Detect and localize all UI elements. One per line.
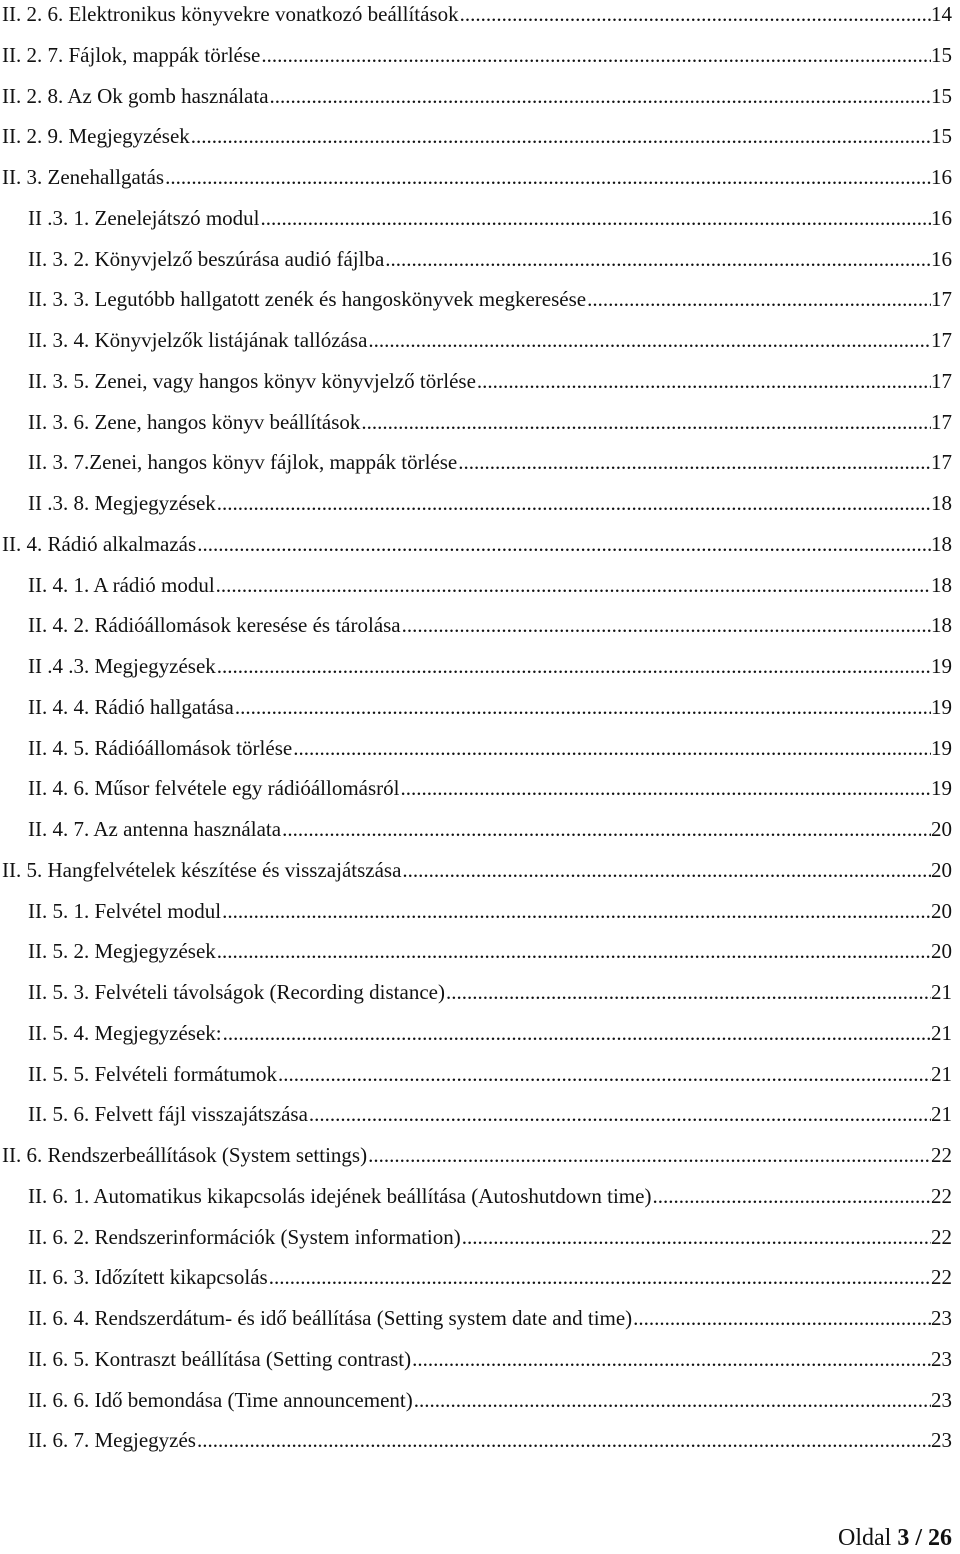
toc-entry-title: II .3. 1. Zenelejátszó modul	[28, 205, 260, 230]
toc-entry[interactable]	[2, 122, 952, 163]
toc-dot-leader	[217, 489, 931, 517]
toc-entry[interactable]	[28, 652, 952, 693]
toc-entry-title: II. 6. 6. Idő bemondása (Time announcement)	[28, 1387, 413, 1412]
toc-entry-page: 19	[931, 654, 952, 678]
toc-entry[interactable]	[28, 245, 952, 286]
toc-dot-leader	[197, 530, 931, 558]
toc-entry-title: II .3. 8. Megjegyzések	[28, 491, 216, 515]
toc-entry[interactable]	[28, 815, 952, 856]
toc-entry-title: II. 3. 3. Legutóbb hallgatott zenék és hangoskönyvek megkeresése	[28, 287, 587, 312]
toc-entry-title: II. 6. 2. Rendszerinformációk (System information)	[28, 1224, 461, 1249]
toc-dot-leader	[402, 611, 931, 639]
toc-entry-title: II. 4. 5. Rádióállomások törlése	[28, 735, 293, 760]
toc-entry-title: II. 3. 5. Zenei, vagy hangos könyv könyvjelző törlése	[28, 368, 476, 393]
toc-dot-leader	[462, 1223, 931, 1251]
toc-entry-title: II. 6. 7. Megjegyzés	[28, 1428, 196, 1453]
toc-entry[interactable]	[2, 41, 952, 82]
toc-dot-leader	[460, 0, 931, 28]
toc-entry[interactable]	[28, 1304, 952, 1345]
toc-entry-title: II. 3. 6. Zene, hangos könyv beállítások	[28, 409, 361, 434]
toc-entry-page: 19	[931, 776, 952, 801]
toc-entry-title: II. 3. Zenehallgatás	[2, 165, 165, 189]
toc-entry-page: 22	[931, 1143, 952, 1167]
toc-entry[interactable]	[2, 856, 952, 897]
toc-entry-page: 17	[931, 368, 952, 393]
toc-entry-title: II. 5. 3. Felvételi távolságok (Recording distance)	[28, 980, 445, 1004]
toc-dot-leader	[368, 326, 931, 354]
toc-entry-title: II. 3. 7.Zenei, hangos könyv fájlok, mappák törlése	[28, 450, 458, 475]
toc-dot-leader	[385, 245, 931, 273]
toc-entry-title: II. 4. 4. Rádió hallgatása	[28, 694, 234, 719]
toc-entry[interactable]	[28, 1223, 952, 1264]
toc-dot-leader	[309, 1100, 931, 1128]
toc-dot-leader	[261, 204, 931, 232]
toc-dot-leader	[197, 1426, 931, 1454]
toc-entry[interactable]	[2, 0, 952, 41]
toc-dot-leader	[402, 856, 931, 884]
toc-entry-title: II .4 .3. Megjegyzések	[28, 654, 216, 678]
toc-entry[interactable]	[28, 1263, 952, 1304]
footer-total-pages: 26	[928, 1525, 952, 1551]
toc-entry[interactable]	[28, 978, 952, 1019]
toc-dot-leader	[587, 285, 931, 313]
toc-entry[interactable]	[28, 1019, 952, 1060]
toc-entry-title: II. 4. Rádió alkalmazás	[2, 531, 197, 556]
toc-entry[interactable]	[28, 489, 952, 530]
toc-dot-leader	[652, 1182, 931, 1210]
toc-entry[interactable]	[28, 204, 952, 245]
toc-entry-page: 17	[931, 328, 952, 352]
toc-entry[interactable]	[28, 1386, 952, 1427]
footer-label: Oldal	[838, 1525, 892, 1551]
toc-entry[interactable]	[28, 571, 952, 612]
toc-dot-leader	[282, 815, 931, 843]
toc-entry[interactable]	[28, 448, 952, 489]
toc-entry[interactable]	[2, 1141, 952, 1182]
toc-entry-page: 18	[931, 572, 952, 597]
toc-entry-page: 14	[931, 2, 952, 26]
toc-entry-title: II. 6. Rendszerbeállítások (System settings)	[2, 1143, 368, 1167]
toc-dot-leader	[222, 897, 931, 925]
toc-entry[interactable]	[28, 1426, 952, 1467]
toc-dot-leader	[412, 1345, 931, 1373]
toc-dot-leader	[223, 1019, 931, 1047]
toc-dot-leader	[293, 734, 931, 762]
toc-entry-title: II. 4. 7. Az antenna használata	[28, 817, 282, 841]
toc-entry-page: 21	[931, 1061, 952, 1086]
toc-entry-title: II. 5. 2. Megjegyzések	[28, 939, 216, 964]
toc-entry[interactable]	[28, 774, 952, 815]
toc-entry-page: 16	[931, 205, 952, 230]
toc-entry-page: 20	[931, 857, 952, 882]
toc-entry[interactable]	[28, 1345, 952, 1386]
toc-entry-page: 18	[931, 531, 952, 556]
toc-entry-title: II. 2. 9. Megjegyzések	[2, 124, 190, 149]
toc-entry-page: 23	[931, 1428, 952, 1453]
toc-dot-leader	[633, 1304, 931, 1332]
toc-entry-title: II. 2. 6. Elektronikus könyvekre vonatkozó beállítások	[2, 2, 459, 26]
toc-entry[interactable]	[28, 937, 952, 978]
toc-entry-title: II. 6. 1. Automatikus kikapcsolás idejének beállítása (Autoshutdown time)	[28, 1183, 652, 1208]
toc-dot-leader	[217, 652, 931, 680]
toc-entry-page: 19	[931, 694, 952, 719]
toc-entry-page: 21	[931, 1102, 952, 1127]
toc-dot-leader	[261, 41, 931, 69]
footer-separator: /	[915, 1525, 922, 1551]
toc-entry-title: II. 6. 4. Rendszerdátum- és idő beállítása (Setting system date and time)	[28, 1306, 633, 1330]
toc-entry-page: 23	[931, 1387, 952, 1412]
toc-entry-page: 16	[931, 246, 952, 271]
toc-entry-page: 21	[931, 1020, 952, 1045]
toc-entry-title: II. 4. 1. A rádió modul	[28, 572, 215, 597]
toc-dot-leader	[477, 367, 931, 395]
toc-entry[interactable]	[2, 82, 952, 123]
toc-entry-page: 20	[931, 898, 952, 923]
toc-entry-page: 17	[931, 450, 952, 475]
toc-entry-page: 15	[931, 124, 952, 149]
toc-dot-leader	[368, 1141, 931, 1169]
toc-entry[interactable]	[28, 693, 952, 734]
toc-dot-leader	[217, 937, 931, 965]
toc-entry-page: 21	[931, 980, 952, 1004]
toc-entry-title: II. 2. 7. Fájlok, mappák törlése	[2, 42, 261, 67]
toc-entry[interactable]	[28, 611, 952, 652]
toc-dot-leader	[216, 571, 931, 599]
toc-entry[interactable]	[28, 367, 952, 408]
toc-entry-title: II. 3. 2. Könyvjelző beszúrása audió fájlba	[28, 246, 385, 271]
toc-entry-page: 23	[931, 1346, 952, 1371]
toc-entry-page: 20	[931, 817, 952, 841]
toc-entry-page: 22	[931, 1224, 952, 1249]
toc-entry-title: II. 2. 8. Az Ok gomb használata	[2, 83, 269, 108]
toc-entry-page: 23	[931, 1306, 952, 1330]
toc-entry-title: II. 6. 3. Időzített kikapcsolás	[28, 1265, 268, 1290]
toc-entry[interactable]	[28, 1182, 952, 1223]
toc-entry[interactable]	[2, 530, 952, 571]
toc-dot-leader	[269, 1263, 931, 1291]
toc-entry-page: 22	[931, 1265, 952, 1290]
toc-entry[interactable]	[2, 163, 952, 204]
toc-entry-title: II. 5. 6. Felvett fájl visszajátszása	[28, 1102, 308, 1127]
toc-entry-page: 16	[931, 165, 952, 189]
toc-entry-page: 19	[931, 735, 952, 760]
toc-entry-title: II. 3. 4. Könyvjelzők listájának tallózása	[28, 328, 368, 352]
toc-entry[interactable]	[28, 1100, 952, 1141]
toc-entry[interactable]	[28, 734, 952, 775]
toc-entry-title: II. 4. 2. Rádióállomások keresése és tárolása	[28, 613, 401, 638]
toc-entry-title: II. 4. 6. Műsor felvétele egy rádióállomásról	[28, 776, 400, 801]
toc-entry-page: 18	[931, 613, 952, 638]
toc-entry-page: 15	[931, 83, 952, 108]
toc-entry-title: II. 6. 5. Kontraszt beállítása (Setting contrast)	[28, 1346, 412, 1371]
toc-entry-page: 20	[931, 939, 952, 964]
toc-dot-leader	[165, 163, 931, 191]
toc-entry[interactable]	[28, 897, 952, 938]
toc-dot-leader	[235, 693, 931, 721]
toc-dot-leader	[278, 1060, 931, 1088]
toc-entry-page: 18	[931, 491, 952, 515]
toc-entry-page: 22	[931, 1183, 952, 1208]
toc-entry-page: 17	[931, 409, 952, 434]
footer-current-page: 3	[897, 1525, 910, 1551]
toc-entry-page: 15	[931, 42, 952, 67]
toc-dot-leader	[191, 122, 931, 150]
toc-dot-leader	[361, 408, 931, 436]
toc-dot-leader	[270, 82, 931, 110]
toc-dot-leader	[400, 774, 931, 802]
toc-entry[interactable]	[28, 408, 952, 449]
page-footer	[838, 1524, 952, 1552]
toc-entry[interactable]	[28, 285, 952, 326]
toc-dot-leader	[414, 1386, 931, 1414]
toc-entry[interactable]	[28, 1060, 952, 1101]
toc-entry-page: 17	[931, 287, 952, 312]
toc-entry-title: II. 5. 1. Felvétel modul	[28, 898, 222, 923]
toc-dot-leader	[458, 448, 931, 476]
toc-dot-leader	[446, 978, 931, 1006]
toc-entry-title: II. 5. Hangfelvételek készítése és visszajátszása	[2, 857, 402, 882]
toc-entry[interactable]	[28, 326, 952, 367]
toc-entry-title: II. 5. 4. Megjegyzések:	[28, 1020, 222, 1045]
toc-entry-title: II. 5. 5. Felvételi formátumok	[28, 1061, 278, 1086]
